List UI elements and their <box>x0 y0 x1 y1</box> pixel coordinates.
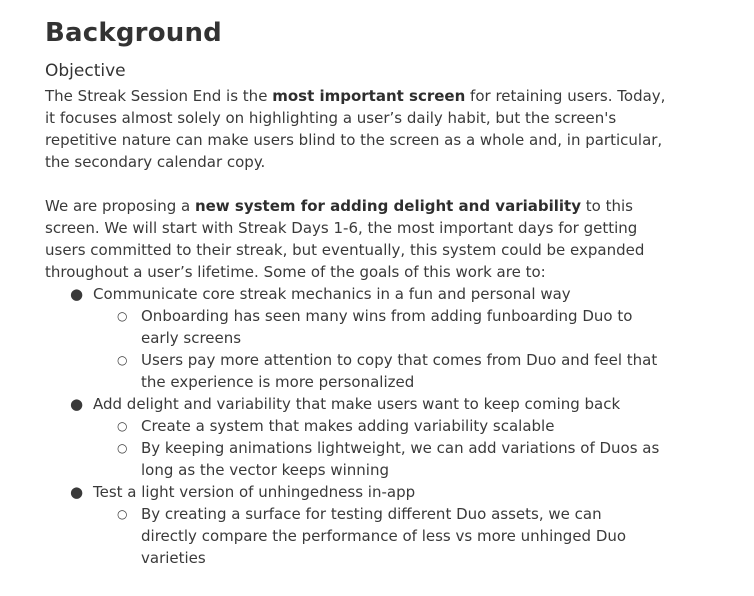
section-subheading: Objective <box>45 61 126 81</box>
sub-list-item <box>93 503 661 569</box>
sub-list-item <box>93 349 661 393</box>
sub-list <box>93 415 734 481</box>
sub-list <box>93 305 734 393</box>
page-title: Background <box>45 18 222 48</box>
list-item-text: Test a light version of unhingedness in-app <box>93 483 416 501</box>
sub-list-item <box>93 415 661 437</box>
proposal-text-end: to this screen. We will start with Streak Days 1-6, the most important days for getting users committed to their streak, but eventually, this system could be expanded throughout a user’s lifetime. Some of the goals of this work are to: <box>45 197 645 281</box>
intro-text-end: for retaining users. Today, it focuses almost solely on highlighting a user’s daily habit, but the screen's repetitive nature can make users blind to the screen as a whole and, in particular, the secondary calendar copy. <box>45 87 666 171</box>
sub-list-item-text: Onboarding has seen many wins from adding funboarding Duo to early screens <box>141 307 633 347</box>
sub-list-item-text: Users pay more attention to copy that comes from Duo and feel that the experience is more personalized <box>141 351 658 391</box>
intro-emphasis: most important screen <box>272 87 466 105</box>
sub-bullet-icon: ○ <box>117 353 128 367</box>
list-item <box>45 283 734 393</box>
proposal-paragraph <box>45 195 675 283</box>
list-item <box>45 481 734 569</box>
bullet-icon: ● <box>70 285 84 303</box>
sub-list <box>93 503 734 569</box>
list-item-text: Communicate core streak mechanics in a fun and personal way <box>93 285 571 303</box>
sub-list-item-text: By creating a surface for testing different Duo assets, we can directly compare the performance of less vs more unhinged Duo varieties <box>141 505 627 567</box>
intro-text-start: The Streak Session End is the <box>45 87 273 105</box>
sub-bullet-icon: ○ <box>117 441 128 455</box>
bullet-icon: ● <box>70 483 84 501</box>
bullet-icon: ● <box>70 395 84 413</box>
list-item-text: Add delight and variability that make users want to keep coming back <box>93 395 621 413</box>
proposal-text-start: We are proposing a <box>45 197 195 215</box>
sub-bullet-icon: ○ <box>117 419 128 433</box>
sub-bullet-icon: ○ <box>117 507 128 521</box>
intro-paragraph <box>45 85 675 173</box>
sub-bullet-icon: ○ <box>117 309 128 323</box>
proposal-emphasis: new system for adding delight and variability <box>194 197 581 215</box>
list-item <box>45 393 734 481</box>
sub-list-item <box>93 305 661 349</box>
sub-list-item-text: By keeping animations lightweight, we can add variations of Duos as long as the vector keeps winning <box>141 439 660 479</box>
sub-list-item-text: Create a system that makes adding variability scalable <box>141 417 555 435</box>
goals-list <box>45 283 734 569</box>
sub-list-item <box>93 437 661 481</box>
